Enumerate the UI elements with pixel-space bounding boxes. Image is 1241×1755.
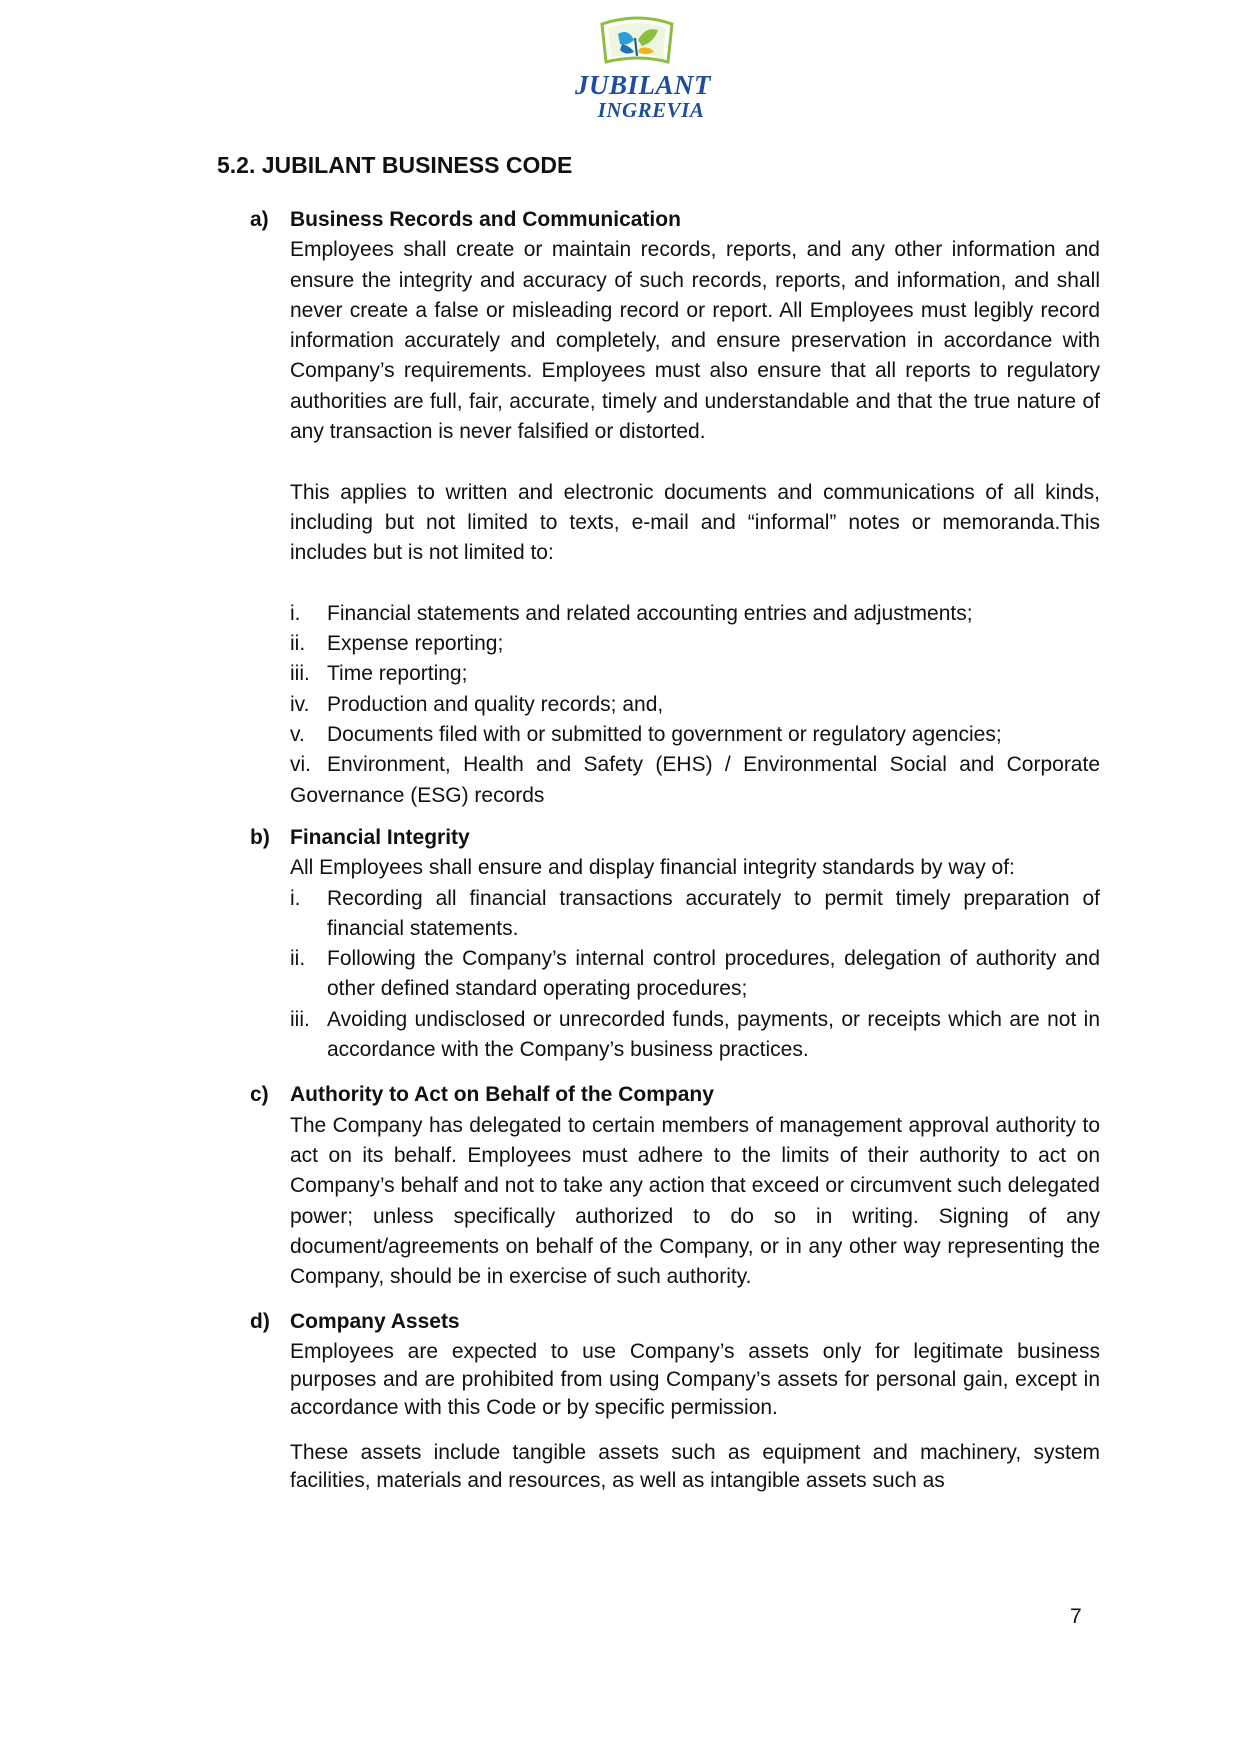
list-item <box>290 720 1100 750</box>
records-list <box>290 599 1100 811</box>
list-item-number: i. <box>290 601 301 625</box>
list-item <box>290 629 1100 659</box>
section-letter: b) <box>250 825 270 849</box>
section-paragraph: These assets include tangible assets such as equipment and machinery, system facilities, materials and resources, as well as intangible assets such as <box>290 1440 1100 1492</box>
document-body <box>250 205 1100 1495</box>
section-b <box>250 823 1100 1065</box>
list-item-text: Expense reporting; <box>327 632 504 656</box>
list-item <box>290 750 1100 811</box>
list-item <box>290 944 1100 1005</box>
list-item-number: ii. <box>290 947 306 971</box>
list-item <box>290 599 1100 629</box>
page-number: 7 <box>1070 1605 1082 1628</box>
section-title: Financial Integrity <box>290 825 470 849</box>
list-item-number: iv. <box>290 692 310 716</box>
list-item-number: vi. <box>290 753 311 777</box>
financial-integrity-list <box>290 884 1100 1066</box>
section-d <box>250 1307 1100 1495</box>
list-item-number: iii. <box>290 1007 310 1031</box>
section-title: Authority to Act on Behalf of the Company <box>290 1083 714 1107</box>
list-item <box>290 884 1100 945</box>
section-heading: 5.2. JUBILANT BUSINESS CODE <box>217 152 573 178</box>
butterfly-logo-icon <box>598 16 676 68</box>
section-title: Business Records and Communication <box>290 208 681 231</box>
list-item-text: Environment, Health and Safety (EHS) / Environmental Social and Corporate Governance (ESG) records <box>290 753 1100 807</box>
list-item-number: v. <box>290 723 305 747</box>
company-logo <box>568 16 718 126</box>
section-c <box>250 1080 1100 1292</box>
list-item-text: Financial statements and related accounting entries and adjustments; <box>327 601 973 625</box>
section-letter: d) <box>250 1310 270 1334</box>
list-item-text: Recording all financial transactions accurately to permit timely preparation of financial statements. <box>327 886 1100 940</box>
section-title: Company Assets <box>290 1310 460 1334</box>
section-paragraph: The Company has delegated to certain members of management approval authority to act on its behalf. Employees must adhere to the limits of their authority to act on Company’s behalf and not to take any action that exceed or circumvent such delegated power; unless specifically authorized to do so in writing. Signing of any document/agreements on behalf of the Company, or in any other way representing the Company, should be in exercise of such authority. <box>290 1113 1100 1289</box>
list-item-number: iii. <box>290 662 310 686</box>
logo-wordmark-line2: INGREVIA <box>597 98 705 122</box>
section-a <box>250 205 1100 811</box>
list-item-text: Time reporting; <box>327 662 468 686</box>
section-paragraph: All Employees shall ensure and display financial integrity standards by way of: <box>290 856 1015 880</box>
section-paragraph: Employees shall create or maintain records, reports, and any other information and ensure the integrity and accuracy of such records, reports, and information, and shall never create a false or misleading record or report. All Employees must legibly record information accurately and completely, and ensure preservation in accordance with Company’s requirements. Employees must also ensure that all reports to regulatory authorities are full, fair, accurate, timely and understandable and that the true nature of any transaction is never falsified or distorted. <box>290 238 1100 444</box>
list-item-number: ii. <box>290 632 306 656</box>
logo-wordmark-line1: JUBILANT <box>574 70 711 100</box>
list-item <box>290 1005 1100 1066</box>
section-paragraph: Employees are expected to use Company’s assets only for legitimate business purposes and are prohibited from using Company’s assets for personal gain, except in accordance with this Code or by specific permission. <box>290 1339 1100 1420</box>
list-item-text: Documents filed with or submitted to government or regulatory agencies; <box>327 723 1002 747</box>
list-item <box>290 690 1100 720</box>
list-item-text: Production and quality records; and, <box>327 692 664 716</box>
list-item <box>290 659 1100 689</box>
list-item-text: Avoiding undisclosed or unrecorded funds, payments, or receipts which are not in accordance with the Company’s business practices. <box>327 1007 1100 1062</box>
list-item-number: i. <box>290 886 301 910</box>
section-letter: a) <box>250 208 269 231</box>
section-paragraph: This applies to written and electronic documents and communications of all kinds, including but not limited to texts, e-mail and “informal” notes or memoranda.This includes but is not limited to: <box>290 480 1100 565</box>
list-item-text: Following the Company’s internal control procedures, delegation of authority and other defined standard operating procedures; <box>327 947 1100 1001</box>
section-letter: c) <box>250 1083 269 1107</box>
